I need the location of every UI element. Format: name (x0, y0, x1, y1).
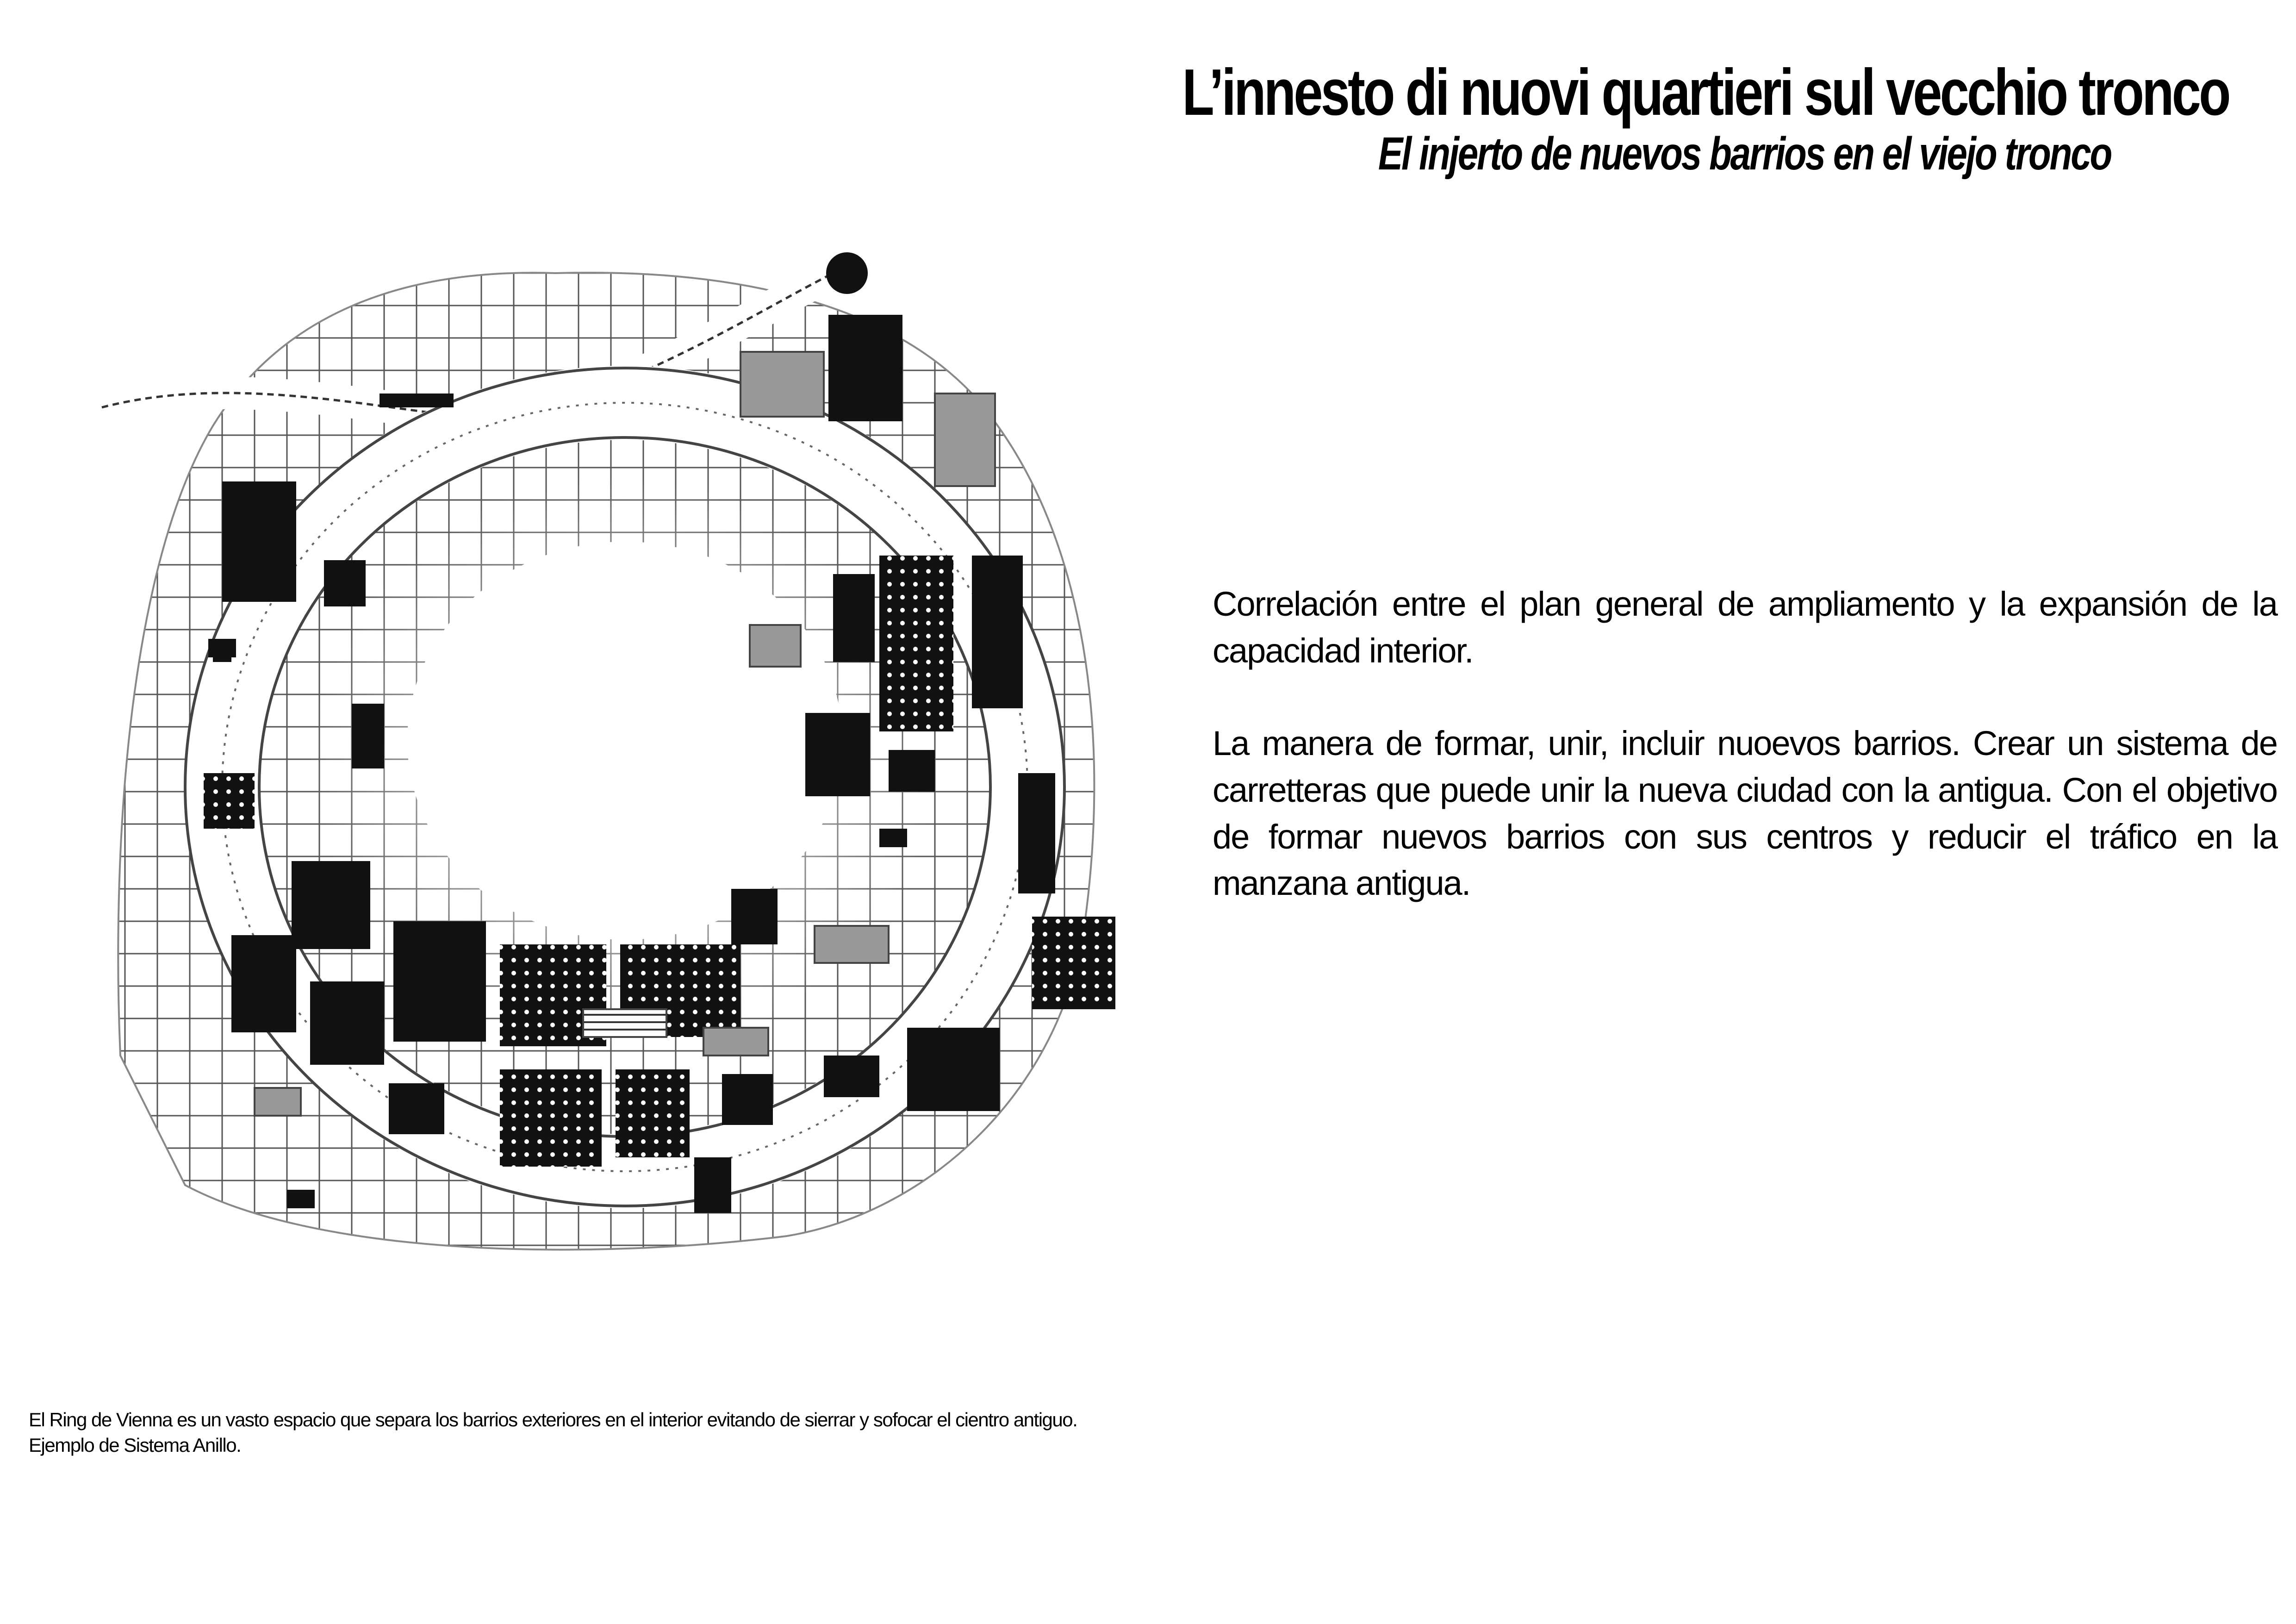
body-text (1213, 581, 2277, 953)
map-drawing (93, 241, 1139, 1268)
page-subtitle: El injerto de nuevos barrios en el viejo tronco (1378, 128, 2111, 180)
map-caption (29, 1407, 1186, 1458)
caption-line-1: El Ring de Vienna es un vasto espacio que separa los barrios exteriores en el interior evitando de sierrar y sofocar el cientro antiguo. (29, 1409, 1077, 1430)
page-title: L’innesto di nuovi quartieri sul vecchio tronco (1182, 56, 2229, 129)
body-paragraph-1: Correlación entre el plan general de ampliamento y la expansión de la capacidad interior. (1213, 585, 2277, 670)
caption-line-2: Ejemplo de Sistema Anillo. (29, 1434, 241, 1456)
body-paragraph-2: La manera de formar, unir, incluir nuoevos barrios. Crear un sistema de carretteras que puede unir la nueva ciudad con la antigua. Con el objetivo de formar nuevos barrios con sus centros y reducir el tráfico en la manzana antigua. (1213, 724, 2277, 903)
vienna-ring-map (93, 241, 1139, 1268)
